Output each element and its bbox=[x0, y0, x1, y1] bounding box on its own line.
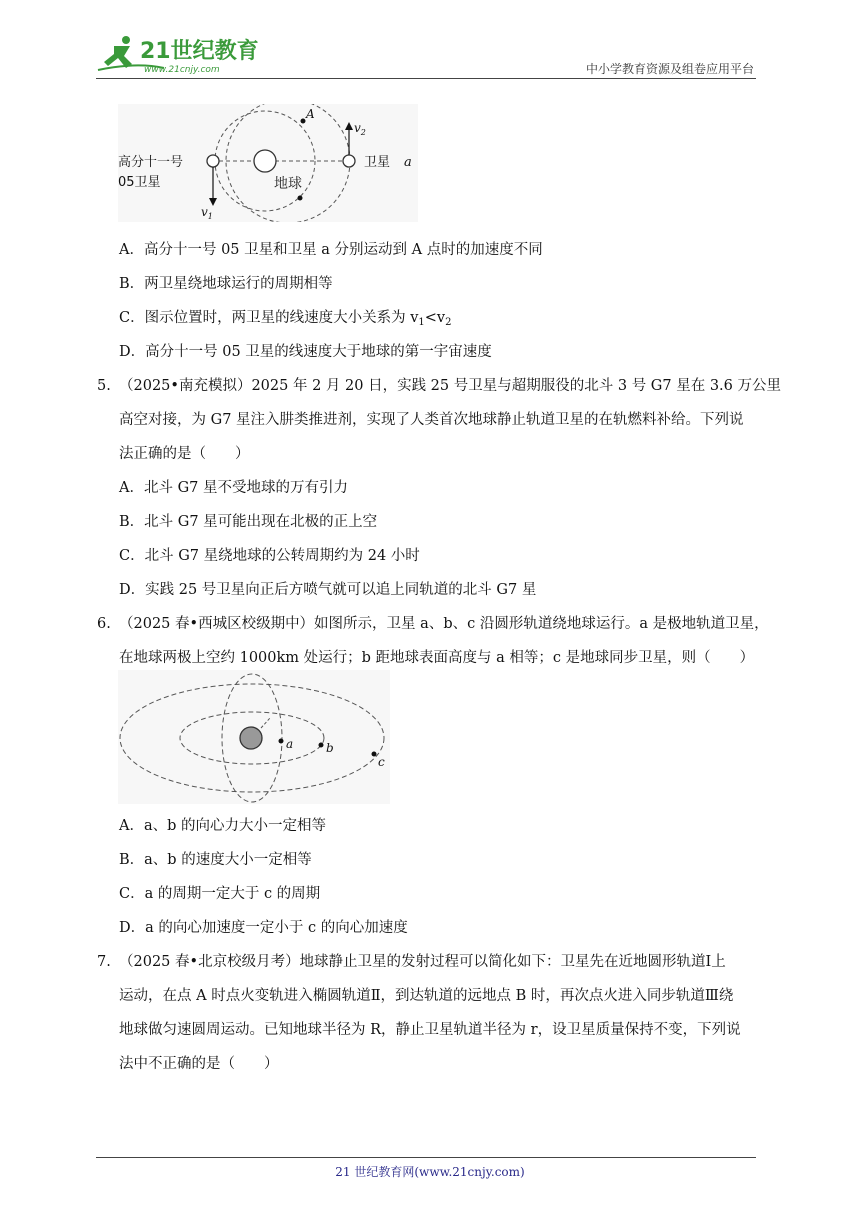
footer-divider bbox=[96, 1157, 756, 1158]
q6-option-b: B．a、b 的速度大小一定相等 bbox=[119, 852, 312, 868]
q4-option-c: C．图示位置时，两卫星的线速度大小关系为 $v_1<v_2$ bbox=[119, 310, 452, 328]
q7-stem-line4: 法中不正确的是（ ） bbox=[119, 1056, 279, 1072]
earth-circle bbox=[254, 150, 276, 172]
sat-right-label: 卫星 bbox=[364, 155, 391, 170]
q7-stem-line2: 运动，在点 A 时点火变轨进入椭圆轨道Ⅱ，到达轨道的远地点 B 时，再次点火进入同步轨道Ⅲ绕 bbox=[119, 988, 734, 1004]
sat-c-dot bbox=[372, 752, 377, 757]
q6-number: 6. bbox=[97, 616, 111, 632]
site-logo bbox=[96, 32, 266, 76]
sat-a-label: a bbox=[286, 737, 294, 751]
q5-stem-line1: （2025•南充模拟）2025 年 2 月 20 日，实践 25 号卫星与超期服役的北斗 3 号 G7 星在 3.6 万公里 bbox=[119, 378, 781, 394]
header-divider bbox=[96, 78, 756, 79]
q4-option-d: D．高分十一号 05 卫星的线速度大于地球的第一宇宙速度 bbox=[119, 344, 492, 360]
q7-stem-line1: （2025 春•北京校级月考）地球静止卫星的发射过程可以简化如下：卫星先在近地圆形轨道Ⅰ上 bbox=[119, 954, 726, 970]
q5-option-c: C．北斗 G7 星绕地球的公转周期约为 24 小时 bbox=[119, 548, 420, 564]
logo-text: 21世纪教育 bbox=[140, 39, 259, 64]
page-header bbox=[96, 30, 756, 80]
q6-option-c: C．a 的周期一定大于 c 的周期 bbox=[119, 886, 321, 902]
point-A bbox=[301, 119, 306, 124]
sat-right-var: a bbox=[404, 155, 412, 170]
logo-url: www.21cnjy.com bbox=[144, 65, 220, 75]
sat-b-label: b bbox=[326, 741, 334, 755]
platform-name: 中小学教育资源及组卷应用平台 bbox=[585, 62, 754, 76]
sat-a-dot bbox=[279, 739, 284, 744]
q7-stem-line3: 地球做匀速圆周运动。已知地球半径为 R，静止卫星轨道半径为 r，设卫星质量保持不变，下列说 bbox=[119, 1022, 741, 1038]
sat-left-label-2: 05卫星 bbox=[118, 175, 161, 190]
q5-option-d: D．实践 25 号卫星向正后方喷气就可以追上同轨道的北斗 G7 星 bbox=[119, 582, 537, 598]
sat-left-label-1: 高分十一号 bbox=[118, 155, 184, 170]
q5-number: 5. bbox=[97, 378, 111, 394]
q7-number: 7. bbox=[97, 954, 111, 970]
sat-c-label: c bbox=[378, 755, 385, 769]
figure-orbits-1 bbox=[118, 104, 418, 222]
sat-b-dot bbox=[319, 743, 324, 748]
q4-option-a: A．高分十一号 05 卫星和卫星 a 分别运动到 A 点时的加速度不同 bbox=[119, 242, 543, 258]
earth-ball bbox=[240, 727, 262, 749]
point-lower bbox=[298, 196, 303, 201]
q5-stem-line2: 高空对接，为 G7 星注入肼类推进剂，实现了人类首次地球静止轨道卫星的在轨燃料补给。下列说 bbox=[119, 412, 744, 428]
q6-stem-line1: （2025 春•西城区校级期中）如图所示，卫星 a、b、c 沿圆形轨道绕地球运行。a 是极地轨道卫星， bbox=[119, 616, 769, 632]
figure-orbits-2 bbox=[118, 670, 390, 804]
q5-option-b: B．北斗 G7 星可能出现在北极的正上空 bbox=[119, 514, 378, 530]
earth-label: 地球 bbox=[274, 176, 302, 192]
q6-stem-line2: 在地球两极上空约 1000km 处运行；b 距地球表面高度与 a 相等；c 是地球同步卫星，则（ ） bbox=[119, 650, 755, 666]
q5-option-a: A．北斗 G7 星不受地球的万有引力 bbox=[119, 480, 348, 496]
satellite-left bbox=[207, 155, 219, 167]
v2-label: $v_2$ bbox=[354, 121, 366, 137]
page-footer: 21 世纪教育网(www.21cnjy.com) bbox=[335, 1165, 525, 1179]
q6-option-d: D．a 的向心加速度一定小于 c 的向心加速度 bbox=[119, 920, 408, 936]
q6-option-a: A．a、b 的向心力大小一定相等 bbox=[119, 818, 327, 834]
v1-label: $v_1$ bbox=[201, 205, 213, 221]
q5-stem-line3: 法正确的是（ ） bbox=[119, 446, 250, 462]
q4-option-b: B．两卫星绕地球运行的周期相等 bbox=[119, 276, 333, 292]
satellite-right bbox=[343, 155, 355, 167]
point-A-label: A bbox=[306, 107, 315, 121]
